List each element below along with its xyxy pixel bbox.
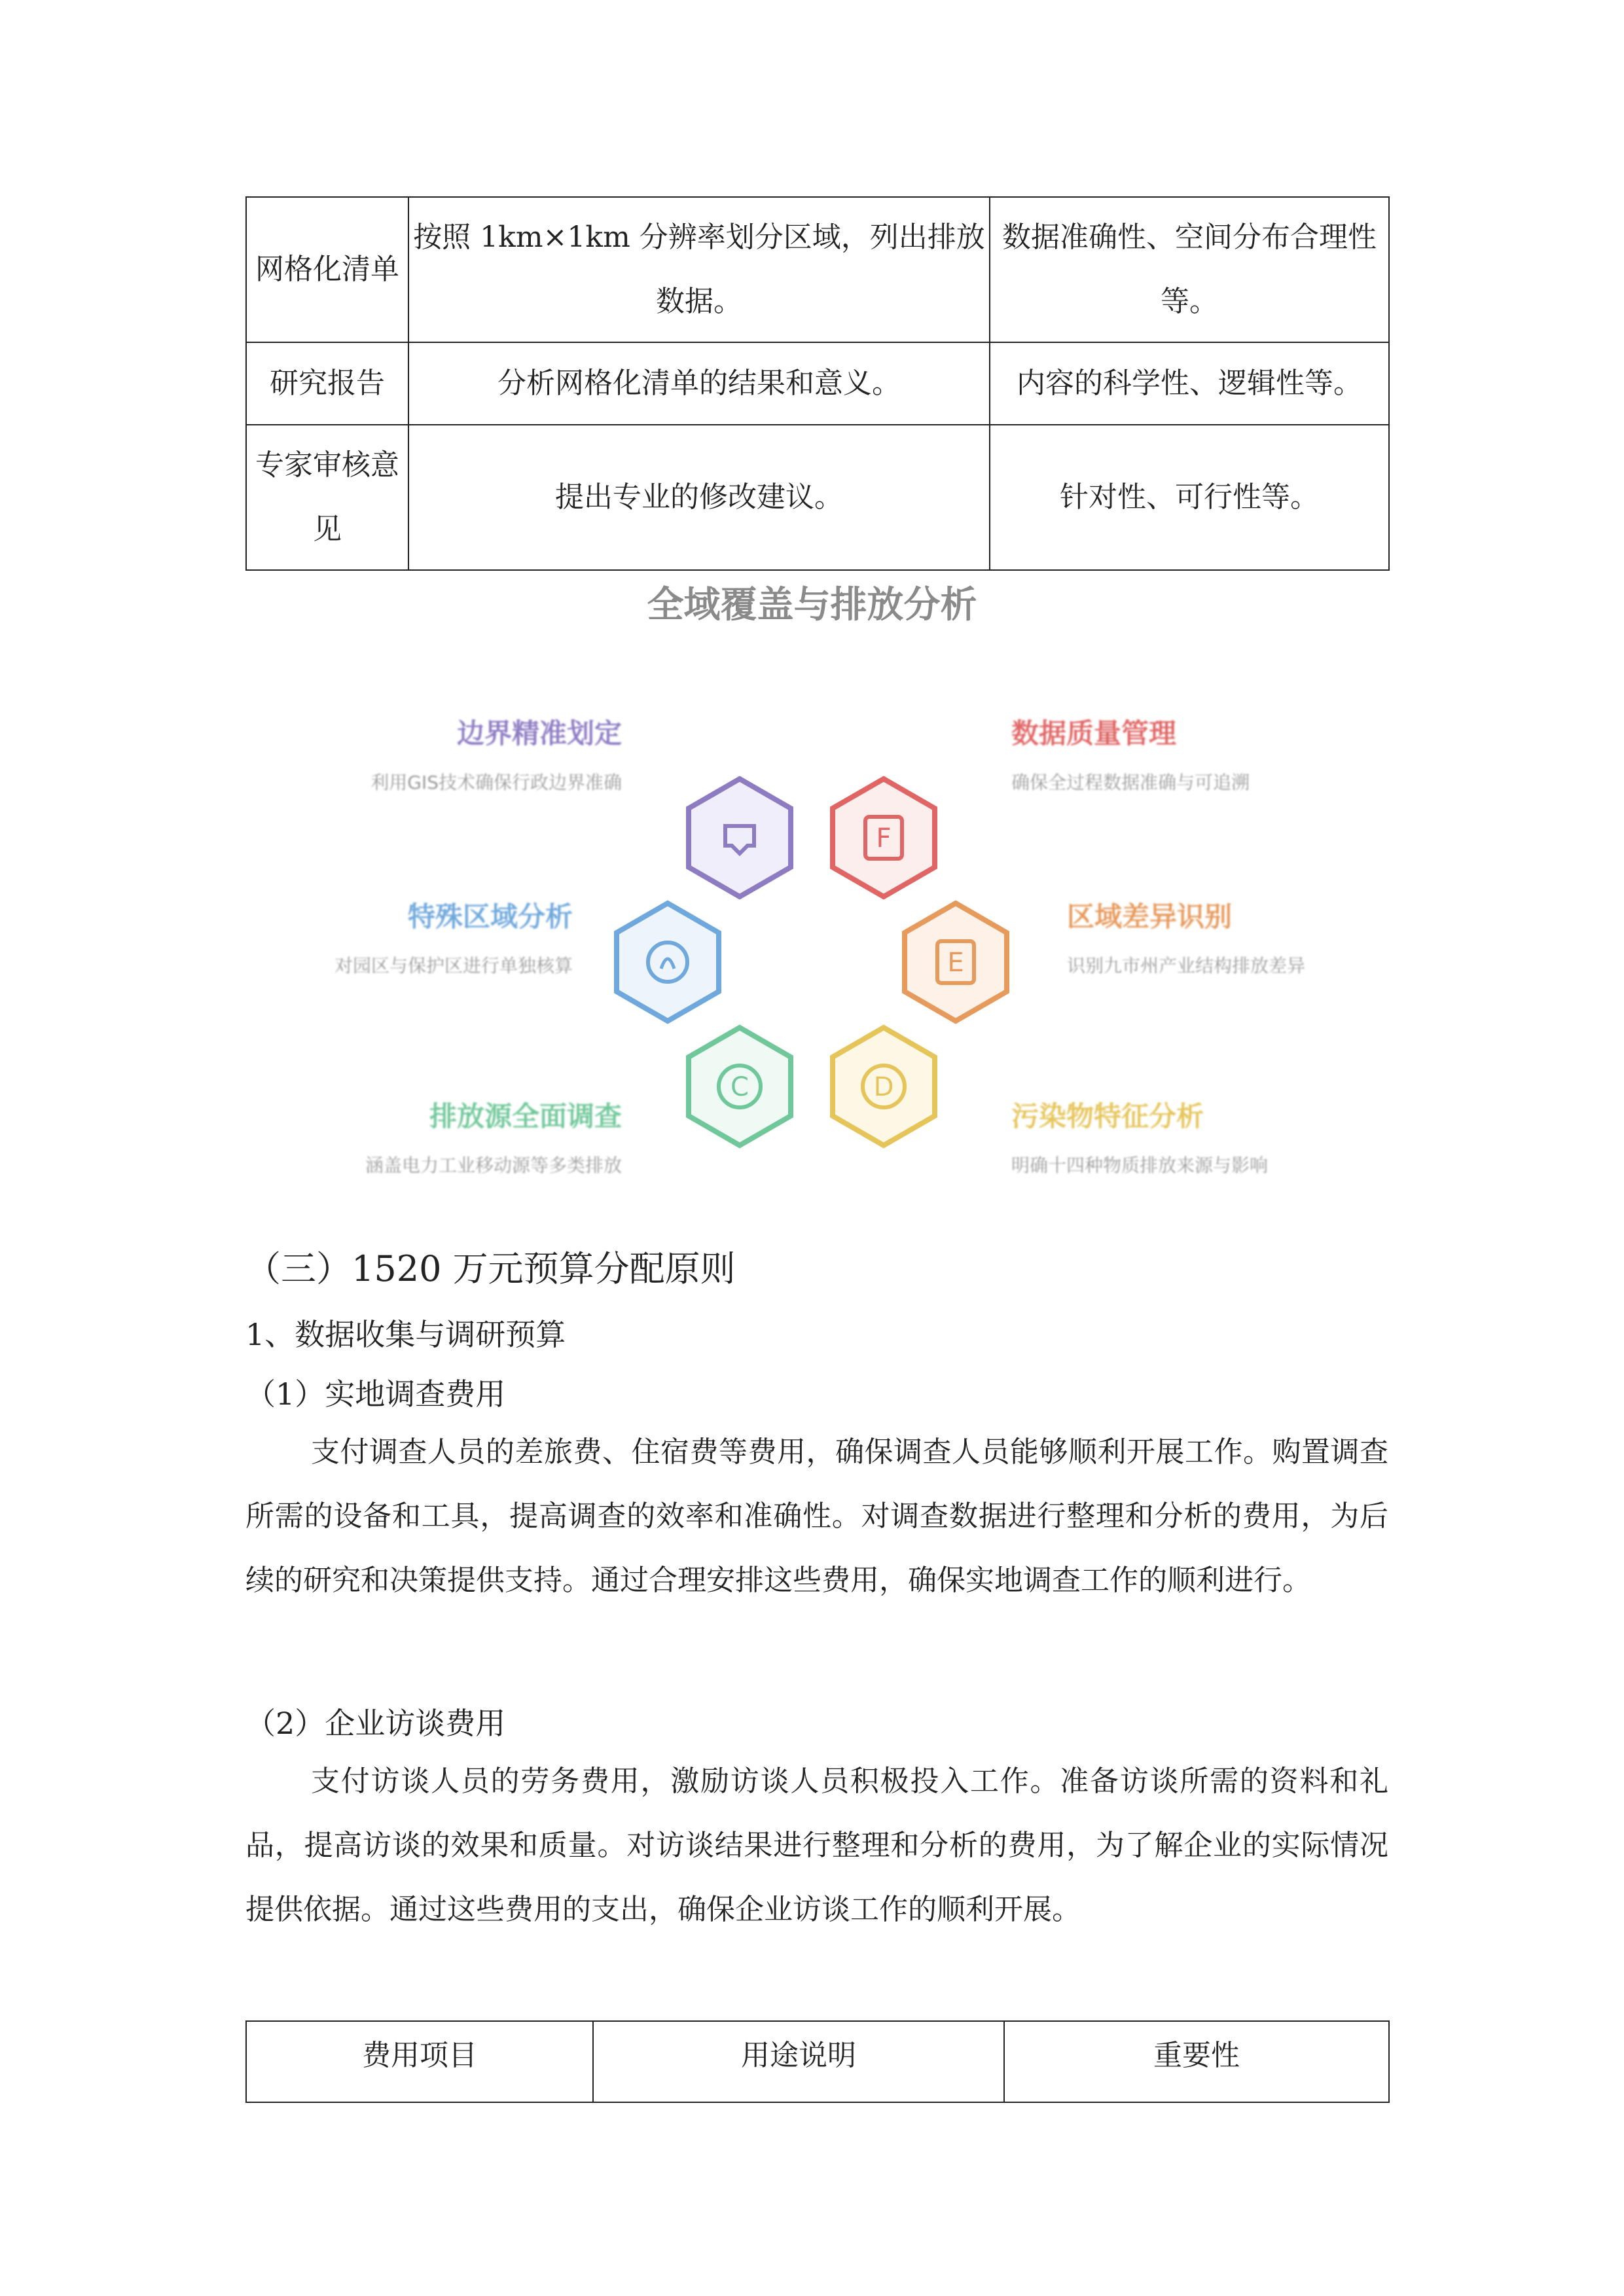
item-e-title: 区域差异识别 (1067, 901, 1233, 933)
table-cell: 针对性、可行性等。 (990, 425, 1389, 570)
hexagon-d (833, 1028, 935, 1145)
paragraph-1: 支付调查人员的差旅费、住宿费等费用，确保调查人员能够顺利开展工作。购置调查所需的设备和工具，提高调查的效率和准确性。对调查数据进行整理和分析的费用，为后续的研究和决策提供支持。通过合理安排这些费用，确保实地调查工作的顺利进行。 (245, 1435, 1388, 1597)
table-cell: 网格化清单 (246, 197, 408, 342)
deliverables-table (245, 196, 1390, 571)
item-f-title: 数据质量管理 (1011, 717, 1177, 749)
item-b-desc: 对园区与保护区进行单独核算 (334, 955, 573, 977)
table-cell: 内容的科学性、逻辑性等。 (990, 342, 1389, 425)
hexagon-diagram (245, 655, 1388, 1217)
hexagon-e (905, 903, 1007, 1021)
item-c-desc: 涵盖电力工业移动源等多类排放 (365, 1155, 622, 1176)
item-c-title: 排放源全面调查 (429, 1100, 622, 1132)
table-header: 用途说明 (593, 2021, 1004, 2102)
figure-title: 全域覆盖与排放分析 (647, 584, 977, 626)
table-cell: 提出专业的修改建议。 (408, 425, 990, 570)
subheading-1-2: （2）企业访谈费用 (245, 1706, 506, 1741)
section-heading: （三）1520 万元预算分配原则 (245, 1248, 736, 1289)
cost-table (245, 2020, 1390, 2103)
item-a-desc: 利用GIS技术确保行政边界准确 (370, 772, 622, 793)
subheading-1-1: （1）实地调查费用 (245, 1376, 506, 1412)
table-row (246, 197, 1389, 342)
table-row (246, 342, 1389, 425)
item-b-title: 特殊区域分析 (407, 901, 573, 933)
item-d-desc: 明确十四种物质排放来源与影响 (1011, 1155, 1269, 1176)
item-e-desc: 识别九市州产业结构排放差异 (1067, 955, 1306, 977)
svg-text:F: F (876, 823, 892, 853)
item-f-desc: 确保全过程数据准确与可追溯 (1011, 772, 1250, 793)
item-d-title: 污染物特征分析 (1011, 1100, 1204, 1132)
item-a-title: 边界精准划定 (456, 717, 622, 749)
svg-text:D: D (873, 1072, 894, 1102)
table-header: 费用项目 (246, 2021, 593, 2102)
svg-text:C: C (731, 1072, 749, 1102)
svg-text:E: E (947, 948, 964, 978)
table-cell: 分析网格化清单的结果和意义。 (408, 342, 990, 425)
hexagon-c (689, 1028, 791, 1145)
table-cell: 专家审核意见 (246, 425, 408, 570)
table-header-row (246, 2021, 1389, 2102)
hexagon-b (617, 903, 719, 1021)
subheading-1: 1、数据收集与调研预算 (245, 1317, 566, 1352)
table-row (246, 425, 1389, 570)
table-header: 重要性 (1004, 2021, 1389, 2102)
table-cell: 按照 1km×1km 分辨率划分区域，列出排放数据。 (408, 197, 990, 342)
hexagon-a (689, 779, 791, 897)
hexagon-f (833, 779, 935, 897)
table-cell: 数据准确性、空间分布合理性等。 (990, 197, 1389, 342)
table-cell: 研究报告 (246, 342, 408, 425)
paragraph-2: 支付访谈人员的劳务费用，激励访谈人员积极投入工作。准备访谈所需的资料和礼品，提高访谈的效果和质量。对访谈结果进行整理和分析的费用，为了解企业的实际情况提供依据。通过这些费用的支出，确保企业访谈工作的顺利开展。 (245, 1765, 1388, 1926)
